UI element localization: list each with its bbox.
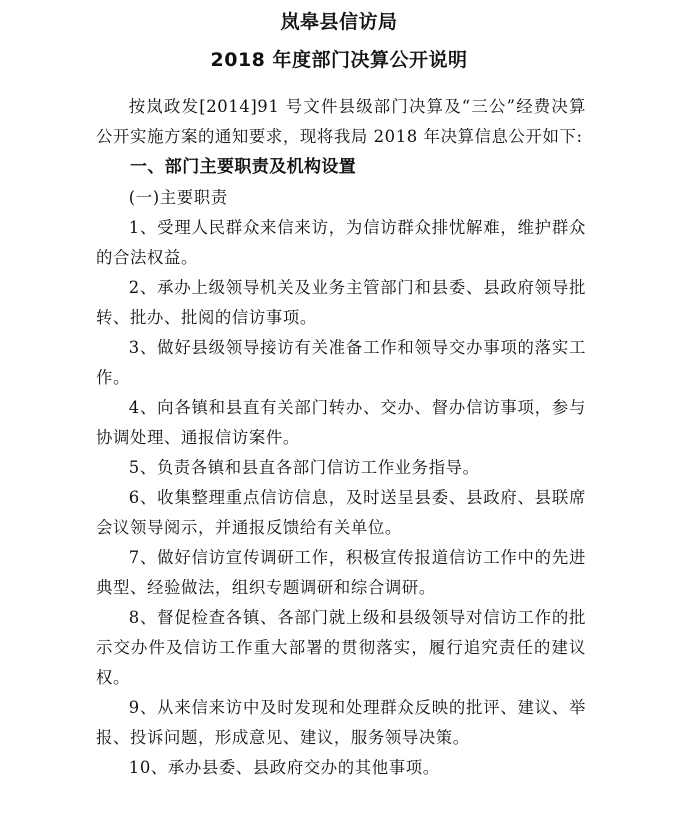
duty-item: 3、做好县级领导接访有关准备工作和领导交办事项的落实工作。 (96, 338, 586, 387)
document-subtitle: 2018 年度部门决算公开说明 (210, 49, 468, 71)
duty-item: 2、承办上级领导机关及业务主管部门和县委、县政府领导批转、批办、批阅的信访事项。 (96, 278, 586, 327)
duty-item: 4、向各镇和县直有关部门转办、交办、督办信访事项，参与协调处理、通报信访案件。 (96, 398, 586, 447)
duty-item: 8、督促检查各镇、各部门就上级和县级领导对信访工作的批示交办件及信访工作重大部署的贯彻落实，履行追究责任的建议权。 (96, 608, 586, 687)
intro-paragraph: 按岚政发[2014]91 号文件县级部门决算及“三公”经费决算公开实施方案的通知要求，现将我局 2018 年决算信息公开如下: (96, 97, 586, 146)
document-body (96, 92, 586, 783)
duty-item: 9、从来信来访中及时发现和处理群众反映的批评、建议、举报、投诉问题，形成意见、建议，服务领导决策。 (96, 698, 586, 747)
duty-item: 7、做好信访宣传调研工作，积极宣传报道信访工作中的先进典型、经验做法，组织专题调研和综合调研。 (96, 548, 586, 597)
duty-item: 5、负责各镇和县直各部门信访工作业务指导。 (128, 458, 480, 477)
duty-item: 1、受理人民群众来信来访，为信访群众排忧解难，维护群众的合法权益。 (96, 218, 586, 267)
subsection-heading: (一)主要职责 (128, 188, 228, 207)
section-heading: 一、部门主要职责及机构设置 (130, 157, 357, 177)
duty-item: 6、收集整理重点信访信息，及时送呈县委、县政府、县联席会议领导阅示，并通报反馈给有关单位。 (96, 488, 586, 537)
document-title: 岚皋县信访局 (280, 11, 398, 33)
duty-item: 10、承办县委、县政府交办的其他事项。 (128, 758, 440, 777)
